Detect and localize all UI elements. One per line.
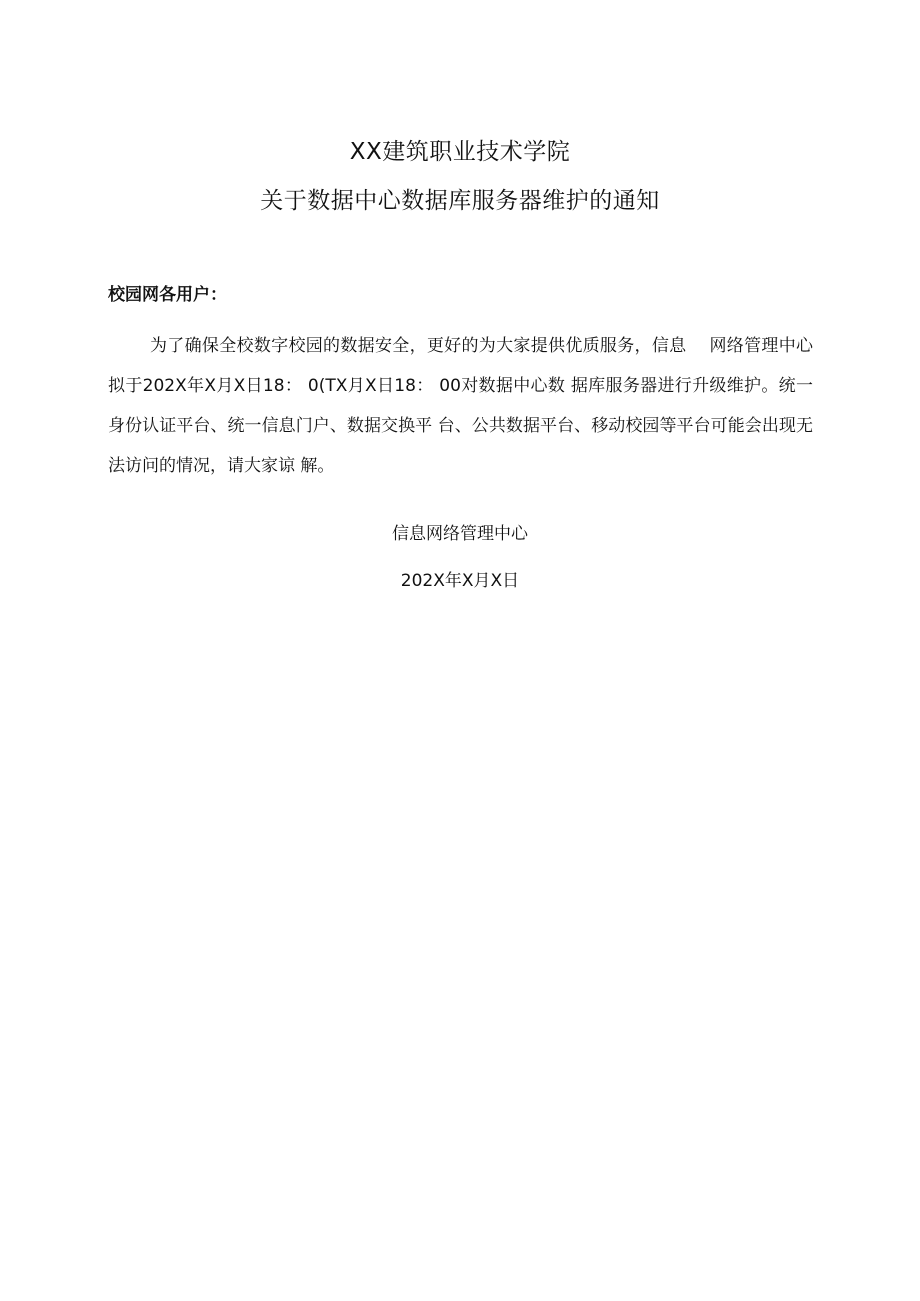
signature-organization: 信息网络管理中心: [392, 524, 528, 544]
body-paragraph: 为了确保全校数字校园的数据安全，更好的为大家提供优质服务，信息 网络管理中心拟于202X年X月X日18： 0(TX月X日18： 00对数据中心数 据库服务器进行升级维护。统一身份认证平台、统一信息门户、数据交换平 台、公共数据平台、移动校园等平台可能会出现无法访问的情况，请大家谅 解。: [108, 336, 813, 476]
document-title-school: XX建筑职业技术学院: [349, 139, 571, 165]
salutation: 校园网各用户：: [108, 285, 227, 305]
document-title-notice: 关于数据中心数据库服务器维护的通知: [260, 188, 660, 214]
signature-date: 202X年X月X日: [400, 571, 520, 591]
